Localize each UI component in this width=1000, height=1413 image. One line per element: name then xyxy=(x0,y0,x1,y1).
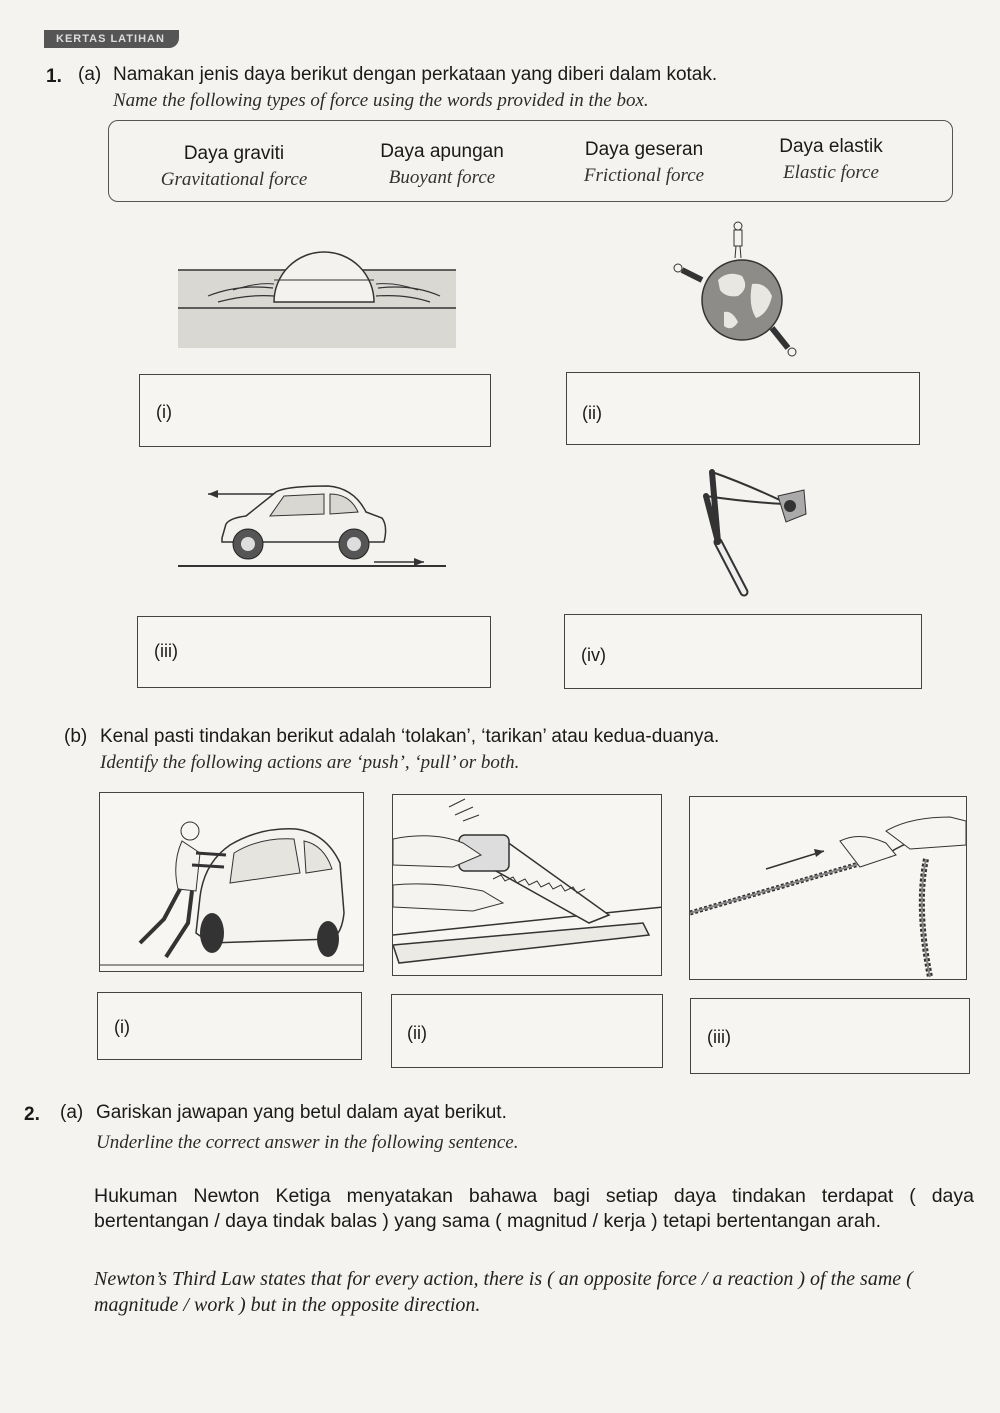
question-1a-instruction-en: Name the following types of force using the words provided in the box. xyxy=(113,90,649,111)
answer-box-1a-i[interactable]: (i) xyxy=(139,374,491,447)
car-friction-illustration xyxy=(178,480,448,575)
question-2a-instruction-ms: Gariskan jawapan yang betul dalam ayat berikut. xyxy=(96,1102,507,1123)
floating-ball-illustration xyxy=(178,238,458,350)
answer-box-1b-iii[interactable]: (iii) xyxy=(690,998,970,1074)
answer-box-1a-iv[interactable]: (iv) xyxy=(564,614,922,689)
slingshot-illustration xyxy=(666,462,816,602)
section-header-tag: KERTAS LATIHAN xyxy=(44,30,179,48)
newton-third-law-sentence-ms: Hukuman Newton Ketiga menyatakan bahawa bagi setiap daya tindakan terdapat ( daya bertentangan / daya tindak balas ) yang sama ( magnitud / kerja ) tetapi bertentangan arah. xyxy=(94,1185,974,1232)
word-buoyant: Daya apungan Buoyant force xyxy=(380,141,504,188)
question-1b-instruction-en: Identify the following actions are ‘push’, ‘pull’ or both. xyxy=(100,752,520,773)
answer-box-1b-i[interactable]: (i) xyxy=(97,992,362,1060)
globe-gravity-illustration xyxy=(668,218,808,366)
newton-third-law-sentence-en: Newton’s Third Law states that for every action, there is ( an opposite force / a reaction ) of the same ( magnitude / work ) but in the opposite direction. xyxy=(94,1268,913,1316)
question-1b-label: (b) xyxy=(64,726,88,747)
question-1-number: 1. xyxy=(46,66,62,87)
word-bank-box xyxy=(108,120,953,202)
question-1b-instruction-ms: Kenal pasti tindakan berikut adalah ‘tolakan’, ‘tarikan’ atau kedua-duanya. xyxy=(100,726,720,747)
answer-box-1a-ii[interactable]: (ii) xyxy=(566,372,920,445)
push-car-illustration xyxy=(99,792,364,972)
word-gravitational: Daya graviti Gravitational force xyxy=(160,143,308,190)
pull-rope-illustration xyxy=(689,796,967,980)
question-2-number: 2. xyxy=(24,1104,40,1125)
question-1a-label: (a) xyxy=(78,64,102,85)
question-2a-instruction-en: Underline the correct answer in the following sentence. xyxy=(96,1132,519,1153)
question-1a-instruction-ms: Namakan jenis daya berikut dengan perkataan yang diberi dalam kotak. xyxy=(113,64,718,85)
saw-wood-illustration xyxy=(392,794,662,976)
word-elastic: Daya elastik Elastic force xyxy=(779,136,883,183)
question-2a-label: (a) xyxy=(60,1102,84,1123)
answer-box-1a-iii[interactable]: (iii) xyxy=(137,616,491,688)
answer-box-1b-ii[interactable]: (ii) xyxy=(391,994,663,1068)
word-frictional: Daya geseran Frictional force xyxy=(583,139,705,186)
